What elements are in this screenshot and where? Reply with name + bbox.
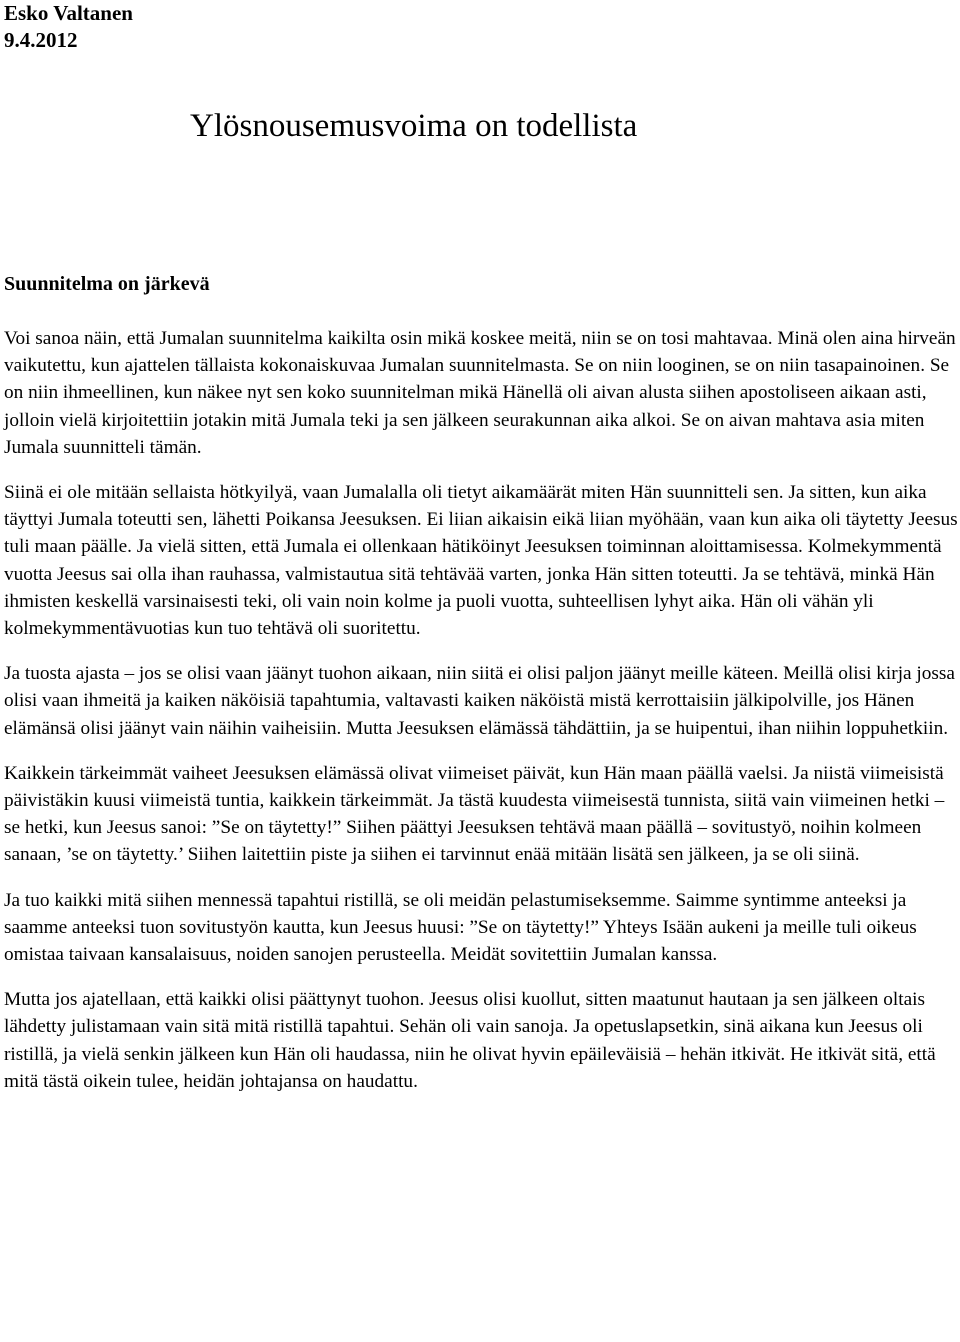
paragraph-4: Kaikkein tärkeimmät vaiheet Jeesuksen elämässä olivat viimeiset päivät, kun Hän maan päällä vaelsi. Ja niistä viimeisistä päivistäkin kuusi viimeistä tuntia, kaikkein tärkeimmät. Ja tästä kuudesta viimeisestä tunnista, siitä vain viimeinen hetki – se hetki, kun Jeesus sanoi: ”Se on täytetty!” Siihen päättyi Jeesuksen tehtävä maan päällä – sovitustyö, noihin kolmeen sanaan, ’se on täytetty.’ Siihen laitettiin piste ja siihen ei tarvinnut enää mitään lisätä sen jälkeen, ja se oli siinä. [4, 762, 945, 866]
document-page [4, 0, 958, 1092]
document-date: 9.4.2012 [4, 28, 78, 52]
document-body [4, 325, 958, 1113]
section-heading: Suunnitelma on järkevä [4, 273, 210, 295]
author-name: Esko Valtanen [4, 1, 133, 25]
page-title: Ylösnousemusvoima on todellista [190, 108, 638, 144]
paragraph-1: Voi sanoa näin, että Jumalan suunnitelma kaikilta osin mikä koskee meitä, niin se on tosi mahtavaa. Minä olen aina hirveän vaikutettu, kun ajattelen tällaista kokonaiskuvaa Jumalan suunnitelmasta. Se on niin looginen, se on niin tasapainoinen. Se on niin ihmeellinen, kun näkee nyt sen koko suunnitelman mikä Hänellä oli aivan alusta siihen apostoliseen aikaan asti, jolloin vielä kirjoitettiin jotakin mitä Jumala teki ja sen jälkeen seurakunnan aika alkoi. Se on aivan mahtava asia miten Jumala suunnitteli tämän. [4, 328, 956, 458]
paragraph-6: Mutta jos ajatellaan, että kaikki olisi päättynyt tuohon. Jeesus olisi kuollut, sitten maatunut hautaan ja sen jälkeen oltais lähdetty julistamaan vain sitä mitä ristillä tapahtui. Sehän oli vain sanoja. Ja opetuslapsetkin, sinä aikana kun Jeesus oli ristillä, ja vielä senkin jälkeen kun Hän oli haudassa, niin he olivat hyvin epäileväisiä – hehän itkivät. He itkivät sitä, että mitä tästä oikein tulee, heidän johtajansa on haudattu. [4, 989, 936, 1092]
paragraph-5: Ja tuo kaikki mitä siihen mennessä tapahtui ristillä, se oli meidän pelastumiseksemme. Saimme syntimme anteeksi ja saamme anteeksi tuon sovitustyön kautta, kun Jeesus huusi: ”Se on täytetty!” Yhteys Isään aukeni ja meille tuli oikeus omistaa taivaan kansalaisuus, noiden sanojen perusteella. Meidät sovitettiin Jumalan kanssa. [4, 889, 917, 966]
paragraph-2: Siinä ei ole mitään sellaista hötkyilyä, vaan Jumalalla oli tietyt aikamäärät miten Hän suunnitteli sen. Ja sitten, kun aika täyttyi Jumala toteutti sen, lähetti Poikansa Jeesuksen. Ei liian aikaisin eikä liian myöhään, vaan kun aika oli täytetty Jeesus tuli maan päälle. Ja vielä sitten, että Jumala ei ollenkaan hätiköinyt Jeesuksen toiminnan aloittamisessa. Kolmekymmentä vuotta Jeesus sai olla ihan rauhassa, valmistautua sitä tehtävää varten, jonka Hän sitten toteutti. Ja se tehtävä, minkä Hän ihmisten keskellä varsinaisesti teki, oli vain noin kolme ja puoli vuotta, suhteellisen lyhyt aika. Hän oli vähän yli kolmekymmentävuotias kun tuo tehtävä oli suoritettu. [4, 482, 958, 640]
paragraph-3: Ja tuosta ajasta – jos se olisi vaan jäänyt tuohon aikaan, niin siitä ei olisi paljon jäänyt meille käteen. Meillä olisi kirja jossa olisi vaan ihmeitä ja kaiken näköisiä tapahtumia, valtavasti kaiken näköistä mistä kerrottaisiin jälkipolville, jos Hänen elämänsä olisi jäänyt vain näihin vaiheisiin. Mutta Jeesuksen elämässä tähdättiin, ja se huipentui, ihan niihin loppuhetkiin. [4, 663, 955, 739]
